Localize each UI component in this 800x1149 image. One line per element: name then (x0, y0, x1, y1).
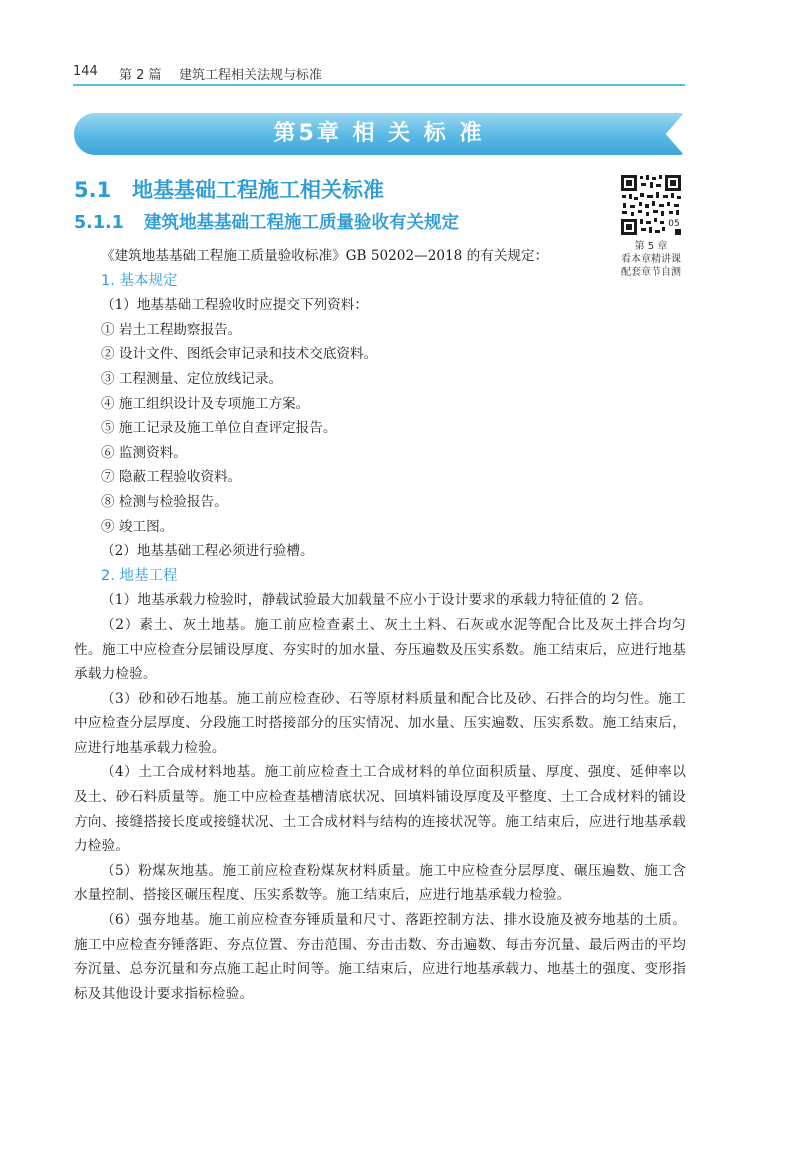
document-item: ⑧ 检测与检验报告。 (101, 493, 228, 510)
header-rule (73, 84, 685, 86)
qr-caption-line: 配套章节自测 (621, 267, 681, 278)
document-item: ⑥ 监测资料。 (101, 444, 187, 461)
running-header (73, 62, 683, 82)
section-number: 5.1 (74, 178, 112, 202)
body-paragraph: （2）素土、灰土地基。施工前应检查素土、灰土土料、石灰或水泥等配合比及灰土拌合均匀性。施工中应检查分层铺设厚度、夯实时的加水量、夯压遍数及压实系数。施工结束后，应进行地基承载力检验。 (74, 616, 686, 683)
section-title: 地基基础工程施工相关标准 (132, 178, 384, 202)
body-paragraph: （3）砂和砂石地基。施工前应检查砂、石等原材料质量和配合比及砂、石拌合的均匀性。施工中应检查分层厚度、分段施工时搭接部分的压实情况、加水量、压实遍数、压实系数。施工结束后，应进行地基承载力检验。 (74, 690, 686, 756)
document-item: ① 岩土工程勘察报告。 (101, 321, 242, 338)
part-label: 第 2 篇 (119, 68, 162, 83)
part1-heading: 1. 基本规定 (101, 272, 178, 289)
body-paragraph: （5）粉煤灰地基。施工前应检查粉煤灰材料质量。施工中应检查分层厚度、碾压遍数、施工含水量控制、搭接区碾压程度、压实系数等。施工结束后，应进行地基承载力检验。 (74, 862, 686, 904)
intro-paragraph: 《建筑地基基础工程施工质量验收标准》GB 50202—2018 的有关规定： (101, 248, 549, 264)
subsection-title: 建筑地基基础工程施工质量验收有关规定 (144, 213, 459, 233)
body-paragraph: （6）强夯地基。施工前应检查夯锤质量和尺寸、落距控制方法、排水设施及被夯地基的土质。施工中应检查夯锤落距、夯点位置、夯击范围、夯击击数、夯击遍数、每击夯沉量、最后两击的平均夯沉量、总夯沉量和夯点施工起止时间等。施工结束后，应进行地基承载力、地基土的强度、变形指标及其他设计要求指标检验。 (74, 912, 686, 1002)
part-title: 建筑工程相关法规与标准 (179, 68, 323, 83)
body-paragraph: （1）地基承载力检验时，静载试验最大加载量不应小于设计要求的承载力特征值的 2 倍。 (101, 592, 652, 609)
document-item: ⑤ 施工记录及施工单位自查评定报告。 (101, 420, 337, 437)
qr-caption-line: 第 5 章 (634, 241, 668, 252)
body-text (74, 244, 686, 1006)
document-item: ④ 施工组织设计及专项施工方案。 (101, 395, 310, 412)
qr-caption-line: 看本章精讲课 (621, 254, 681, 265)
section-heading (74, 174, 384, 204)
document-item: ③ 工程测量、定位放线记录。 (101, 370, 283, 387)
body-paragraph: （4）土工合成材料地基。施工前应检查土工合成材料的单位面积质量、厚度、强度、延伸率以及土、砂石料质量等。施工中应检查基槽清底状况、回填料铺设厚度及平整度、土工合成材料的铺设方向、接缝搭接长度或接缝状况、土工合成材料与结构的连接状况等。施工结束后，应进行地基承载力检验。 (74, 764, 686, 855)
qr-overlay-text: 05 (668, 219, 680, 229)
part1-item1: （1）地基基础工程验收时应提交下列资料： (101, 297, 368, 314)
chapter-title: 第5章 相 关 标 准 (273, 121, 485, 146)
subsection-number: 5.1.1 (74, 213, 124, 233)
page-number: 144 (73, 64, 98, 79)
document-item: ② 设计文件、图纸会审记录和技术交底资料。 (101, 346, 378, 363)
part1-item2: （2）地基基础工程必须进行验槽。 (101, 543, 314, 560)
part2-heading: 2. 地基工程 (101, 567, 178, 584)
document-item: ⑨ 竣工图。 (101, 518, 174, 535)
qr-code-icon[interactable] (619, 173, 683, 237)
subsection-heading (74, 209, 459, 234)
document-item: ⑦ 隐蔽工程验收资料。 (101, 469, 242, 486)
